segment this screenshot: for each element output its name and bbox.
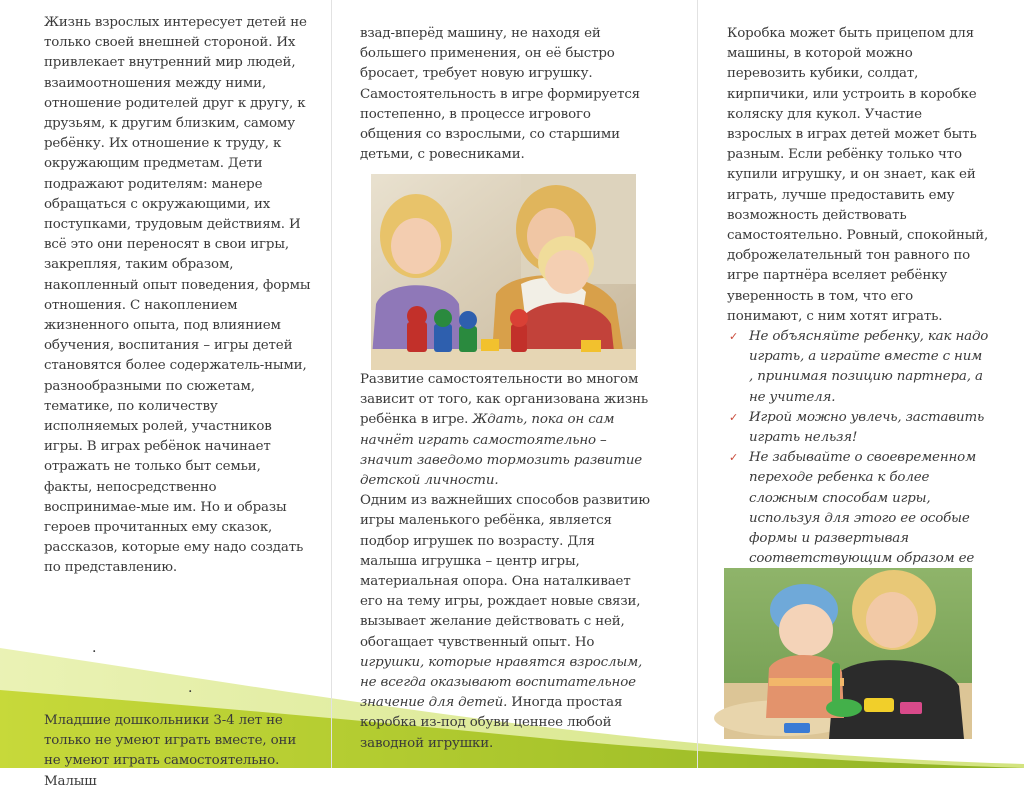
photo-mother-with-baby bbox=[724, 568, 972, 739]
photo-mother-with-children bbox=[371, 174, 636, 370]
column-left bbox=[44, 13, 312, 579]
paragraph-3-end: Иногда простая коробка из-под обуви ценнее любой заводной игрушки. bbox=[360, 695, 623, 751]
photo-mother-with-children-illustration bbox=[371, 174, 636, 370]
stray-dot-1: . bbox=[92, 640, 97, 656]
paragraph-2-italic: Ждать, пока он сам начнёт играть самостоятельно – значит заведомо тормозить развитие детской личности. bbox=[360, 412, 643, 489]
checkmark-icon: ✓ bbox=[729, 330, 739, 344]
advice-list bbox=[727, 327, 989, 590]
advice-item-text: Игрой можно увлечь, заставить играть нельзя! bbox=[749, 409, 985, 446]
checkmark-icon: ✓ bbox=[729, 451, 739, 465]
paragraph-3-italic: игрушки, которые нравятся взрослым, не всегда оказывают воспитательное значение для детей. bbox=[360, 654, 643, 711]
checkmark-icon: ✓ bbox=[729, 410, 739, 424]
advice-item-text: Не забывайте о своевременном переходе ребенка к более сложным способам игры, используя для этого ее особые формы и развертывая соответствующим образом ее bbox=[749, 450, 977, 567]
fold-line-left bbox=[331, 0, 332, 768]
column-right-text: Коробка может быть прицепом для машины, в которой можно перевозить кубики, солдат, кирпичики, или устроить в коробке коляску для кукол. Участие взрослых в играх детей может быть разным. Если ребёнку только что купили игрушку, и он знает, как ей играть, лучше предоставить ему возможность действовать самостоятельно. Ровный, спокойный, доброжелательный тон равного по игре партнёра вселяет ребёнку уверенность в том, что его понимают, с ним хотят играть. bbox=[727, 26, 989, 324]
column-right bbox=[727, 24, 989, 590]
column-middle-continued bbox=[360, 370, 650, 754]
advice-item bbox=[727, 408, 989, 448]
column-middle-paragraph-3 bbox=[360, 491, 650, 754]
photo-mother-with-baby-illustration bbox=[724, 568, 972, 739]
column-left-bottom-text: Младшие дошкольники 3-4 лет не только не умеют играть вместе, они не умеют играть самостоятельно. Малыш bbox=[44, 713, 297, 789]
column-middle-intro: взад-вперёд машину, не находя ей большего применения, он её быстро бросает, требует новую игрушку. Самостоятельность в игре формируется постепенно, в процессе игрового общения со взрослыми, со старшими детьми, с ровесниками. bbox=[360, 26, 640, 163]
column-middle-paragraph-2 bbox=[360, 370, 650, 491]
paragraph-3-text: Одним из важнейших способов развитию игры маленького ребёнка, является подбор игрушек по возрасту. Для малыша игрушка – центр игры, материальная опора. Она наталкивает его на тему игры, рождает новые связи, вызывает желание действовать с ней, обогащает чувственный опыт. Но bbox=[360, 493, 650, 650]
column-left-text: Жизнь взрослых интересует детей не только своей внешней стороной. Их привлекает внутренний мир людей, взаимоотношения между ними, отношение родителей друг к другу, к друзьям, к другим близким, самому ребёнку. Их отношение к труду, к окружающим предметам. Дети подражают родителям: манере обращаться с окружающими, их поступками, трудовым действиям. И всё это они переносят в свои игры, закрепляя, таким образом, накопленный опыт поведения, формы отношения. С накоплением жизненного опыта, под влиянием обучения, воспитания – игры детей становятся более содержатель-ными, разнообразными по сюжетам, тематике, по количеству исполняемых ролей, участников игры. В играх ребёнок начинает отражать не только быт семьи, факты, непосредственно воспринимае-мые им. Но и образы героев прочитанных ему сказок, рассказов, которые ему надо создать по представлению. bbox=[44, 15, 311, 576]
advice-item bbox=[727, 327, 989, 408]
column-left-bottom bbox=[44, 711, 312, 792]
paragraph-2-text: Развитие самостоятельности во многом зависит от того, как организована жизнь ребёнка в игре. bbox=[360, 372, 649, 428]
fold-line-right bbox=[697, 0, 698, 768]
column-middle bbox=[360, 24, 650, 165]
advice-item-text: Не объясняйте ребенку, как надо играть, а играйте вместе с ним , принимая позицию партнера, а не учителя. bbox=[749, 329, 989, 405]
stray-dot-2: . bbox=[188, 680, 193, 696]
